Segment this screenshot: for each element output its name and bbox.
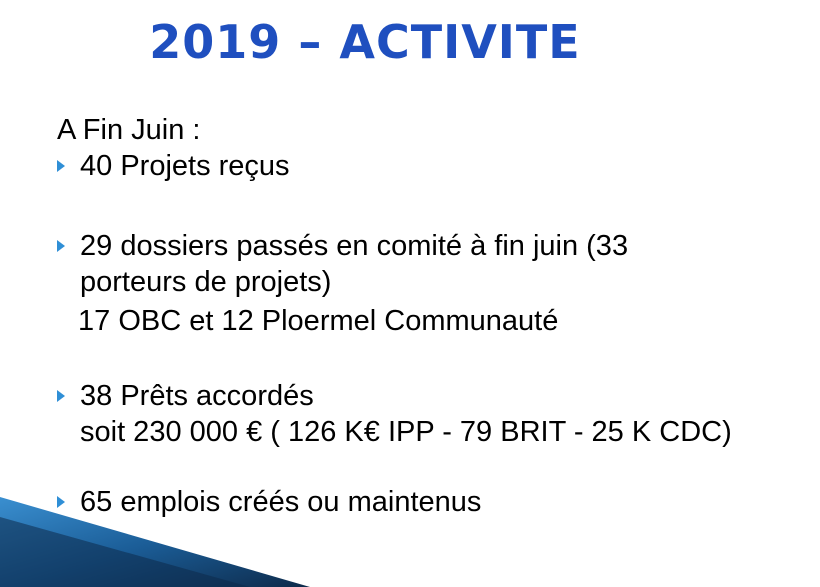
slide-title: 2019 – ACTIVITE: [149, 15, 581, 69]
bullet-line: 38 Prêts accordés: [80, 380, 314, 412]
bullet-arrow-icon: [57, 160, 65, 172]
bullet-arrow-icon: [57, 390, 65, 402]
bullet-line: 65 emplois créés ou maintenus: [80, 486, 482, 518]
bullet-text: [80, 228, 628, 300]
corner-decoration: [0, 497, 310, 587]
bullet-text: [80, 378, 732, 450]
intro-text: A Fin Juin :: [57, 114, 201, 146]
bullet-line: soit 230 000 € ( 126 K€ IPP - 79 BRIT - 25 K CDC): [80, 416, 732, 448]
bullet-line: porteurs de projets): [80, 266, 332, 298]
bullet-line: 29 dossiers passés en comité à fin juin (33: [80, 230, 629, 262]
corner-shadow: [0, 517, 250, 587]
bullet-text: [80, 148, 290, 184]
bullet-line: 40 Projets reçus: [80, 150, 290, 182]
sub-line: 17 OBC et 12 Ploermel Communauté: [78, 305, 559, 337]
bullet-arrow-icon: [57, 240, 65, 252]
